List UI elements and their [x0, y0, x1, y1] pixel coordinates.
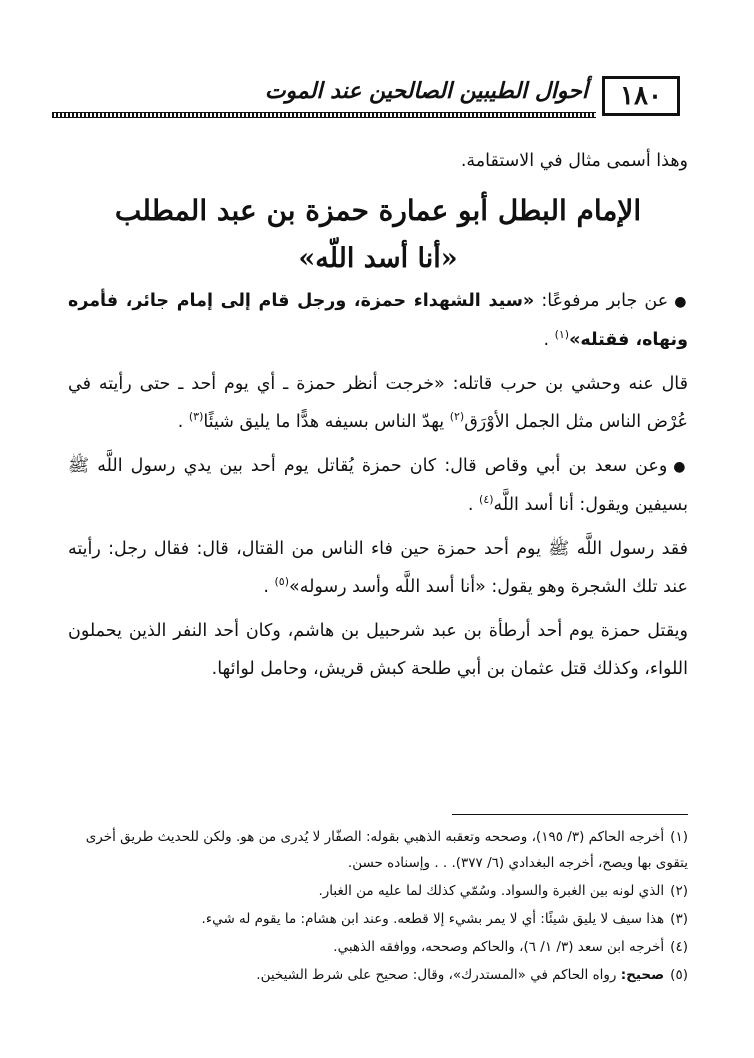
p1-end: . — [543, 330, 555, 350]
footnote-ref-5[interactable]: (٥) — [274, 575, 289, 589]
footnote-number: (٥) — [670, 967, 688, 983]
footnote-text: رواه الحاكم في «المستدرك»، وقال: صحيح على شرط الشيخين. — [256, 967, 621, 983]
footnote-separator — [452, 814, 688, 815]
footnote-ref-2[interactable]: (٢) — [449, 410, 465, 424]
footnote-number: (١) — [670, 829, 688, 845]
footnotes — [64, 824, 688, 990]
paragraph-4 — [68, 530, 688, 606]
footnote-text: هذا سيف لا يليق شيئًا: أي لا يمر بشيء إلا قطعه. وعند ابن هشام: ما يقوم له شيء. — [201, 911, 665, 927]
footnote-2 — [64, 878, 688, 904]
footnote-text: أخرجه الحاكم (٣/ ١٩٥)، وصححه وتعقبه الذهبي بقوله: الصفّار لا يُدرى من هو. ولكن للحديث طريق أخرى يتقوى بها ويصح، أخرجه البغدادي (٦/ ٣٧٧). . . وإسناده حسن. — [85, 829, 688, 871]
hadith-quote: «سيد الشهداء حمزة، ورجل قام إلى إمام جائر، فأمره ونهاه، فقتله» — [68, 291, 688, 350]
p4-text: فقد رسول اللَّه ﷺ يوم أحد حمزة حين فاء الناس من القتال، قال: فقال رجل: رأيته عند تلك الشجرة وهو يقول: «أنا أسد اللَّه وأسد رسوله» — [68, 539, 688, 597]
p2-text-b: يهدّ الناس بسيفه هدًّا ما يليق شيئًا — [203, 412, 450, 432]
footnote-number: (٤) — [670, 939, 688, 955]
body-text — [68, 142, 688, 694]
p3-end: . — [467, 495, 480, 515]
intro-line: وهذا أسمى مثال في الاستقامة. — [460, 151, 688, 171]
p2-text-a: قال عنه وحشي بن حرب قاتله: «خرجت أنظر حمزة ـ أي يوم أحد ـ حتى رأيته في عُرْض الناس مثل الجمل الأوْرَق — [68, 374, 688, 432]
header-rule — [52, 112, 596, 118]
paragraph-5: ويقتل حمزة يوم أحد أرطأة بن عبد شرحبيل بن هاشم، وكان أحد النفر الذين يحملون اللواء، وكذلك قتل عثمان بن أبي طلحة كبش قريش، وحامل لوائها. — [68, 621, 688, 679]
bullet-icon: ● — [673, 459, 688, 475]
p1-lead: عن جابر مرفوعًا: — [534, 291, 669, 311]
p4-end: . — [263, 577, 275, 597]
footnote-text: أخرجه ابن سعد (٣/ ١/ ٦)، والحاكم وصححه، ووافقه الذهبي. — [333, 939, 665, 955]
footnote-ref-3[interactable]: (٣) — [188, 410, 204, 424]
paragraph-1 — [68, 282, 688, 359]
p3-text: وعن سعد بن أبي وقاص قال: كان حمزة يُقاتل يوم أحد بين يدي رسول اللَّه ﷺ بسيفين ويقول: أنا أسد اللَّه — [68, 456, 688, 515]
footnote-1 — [64, 824, 688, 876]
footnote-5 — [64, 962, 688, 988]
page-number: ١٨٠ — [602, 76, 680, 116]
running-title: أحوال الطيبين الصالحين عند الموت — [264, 78, 588, 104]
page-header — [52, 62, 680, 124]
footnote-text: الذي لونه بين الغبرة والسواد. وسُمّي كذلك لما عليه من الغبار. — [318, 883, 665, 899]
footnote-4 — [64, 934, 688, 960]
footnote-number: (٣) — [670, 911, 688, 927]
footnote-3 — [64, 906, 688, 932]
paragraph-3 — [68, 447, 688, 524]
footnote-number: (٢) — [670, 883, 688, 899]
section-subheading: «أنا أسد اللّه» — [298, 243, 458, 274]
p2-end: . — [177, 412, 189, 432]
section-heading: الإمام البطل أبو عمارة حمزة بن عبد المطلب — [114, 194, 642, 227]
footnote-ref-4[interactable]: (٤) — [479, 493, 494, 507]
footnote-grade: صحيح: — [620, 967, 665, 983]
bullet-icon: ● — [674, 294, 688, 310]
paragraph-2 — [68, 365, 688, 441]
footnote-ref-1[interactable]: (١) — [554, 328, 570, 342]
